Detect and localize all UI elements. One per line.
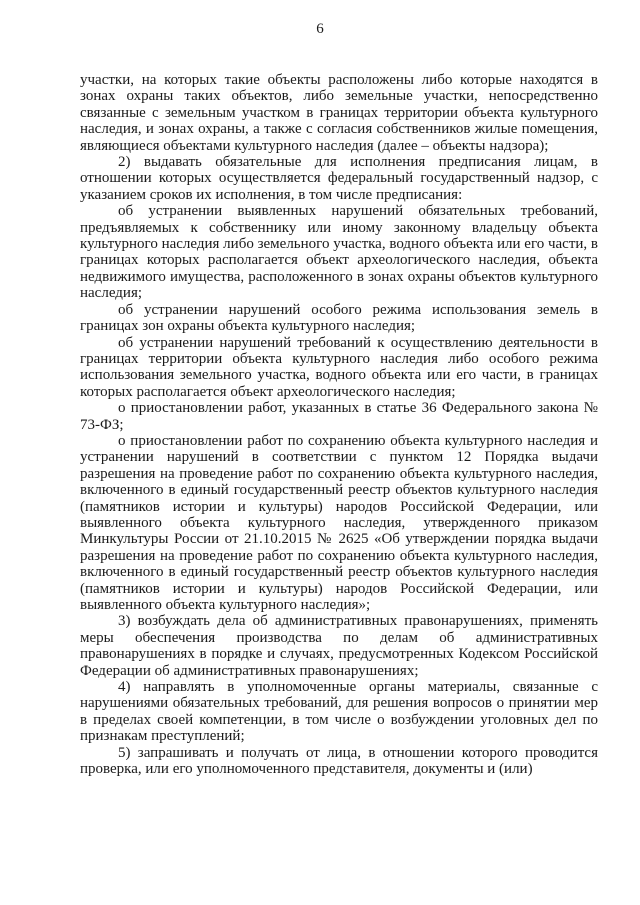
document-body [80, 72, 598, 777]
paragraph-6: о приостановлении работ, указанных в статье 36 Федерального закона № 73-ФЗ; [80, 400, 598, 433]
paragraph-9: 4) направлять в уполномоченные органы материалы, связанные с нарушениями обязательных требований, для решения вопросов о принятии мер в пределах своей компетенции, в том числе о возбуждении уголовных дел по признакам преступлений; [80, 679, 598, 745]
paragraph-4: об устранении нарушений особого режима использования земель в границах зон охраны объекта культурного наследия; [80, 301, 598, 335]
paragraph-10: 5) запрашивать и получать от лица, в отношении которого проводится проверка, или его уполномоченного представителя, документы и (или) [80, 744, 598, 778]
paragraph-1: участки, на которых такие объекты расположены либо которые находятся в зонах охраны таких объектов, либо земельные участки, непосредственно связанные с земельным участком в границах территории объекта культурного наследия, и зонах охраны, а также с согласия собственников жилые помещения, являющиеся объектами культурного наследия (далее – объекты надзора); [80, 72, 598, 154]
page-number: 6 [316, 21, 324, 37]
paragraph-3: об устранении выявленных нарушений обязательных требований, предъявляемых к собственнику или иному законному владельцу объекта культурного наследия либо земельного участка, водного объекта или его части, в границах которых располагается объект археологического наследия, объекта недвижимого имущества, расположенного в зонах охраны объектов культурного наследия; [80, 203, 598, 302]
paragraph-5: об устранении нарушений требований к осуществлению деятельности в границах территории объекта культурного наследия либо особого режима использования земельного участка, водного объекта или его части, в границах которых располагается объект археологического наследия; [80, 334, 598, 400]
paragraph-2: 2) выдавать обязательные для исполнения предписания лицам, в отношении которых осуществляется федеральный государственный надзор, с указанием сроков их исполнения, в том числе предписания: [80, 154, 598, 203]
paragraph-7: о приостановлении работ по сохранению объекта культурного наследия и устранении нарушений в соответствии с пунктом 12 Порядка выдачи разрешения на проведение работ по сохранению объекта культурного наследия, включенного в единый государственный реестр объектов культурного наследия (памятников истории и культуры) народов Российской Федерации, или выявленного объекта культурного наследия, утвержденного приказом Минкультуры России от 21.10.2015 № 2625 «Об утверждении порядка выдачи разрешения на проведение работ по сохранению объекта культурного наследия, включенного в единый государственный реестр объектов культурного наследия (памятников истории и культуры) народов Российской Федерации, или выявленного объекта культурного наследия»; [80, 432, 598, 613]
paragraph-8: 3) возбуждать дела об административных правонарушениях, применять меры обеспечения производства по делам об административных правонарушениях в порядке и случаях, предусмотренных Кодексом Российской Федерации об административных правонарушениях; [80, 613, 598, 679]
